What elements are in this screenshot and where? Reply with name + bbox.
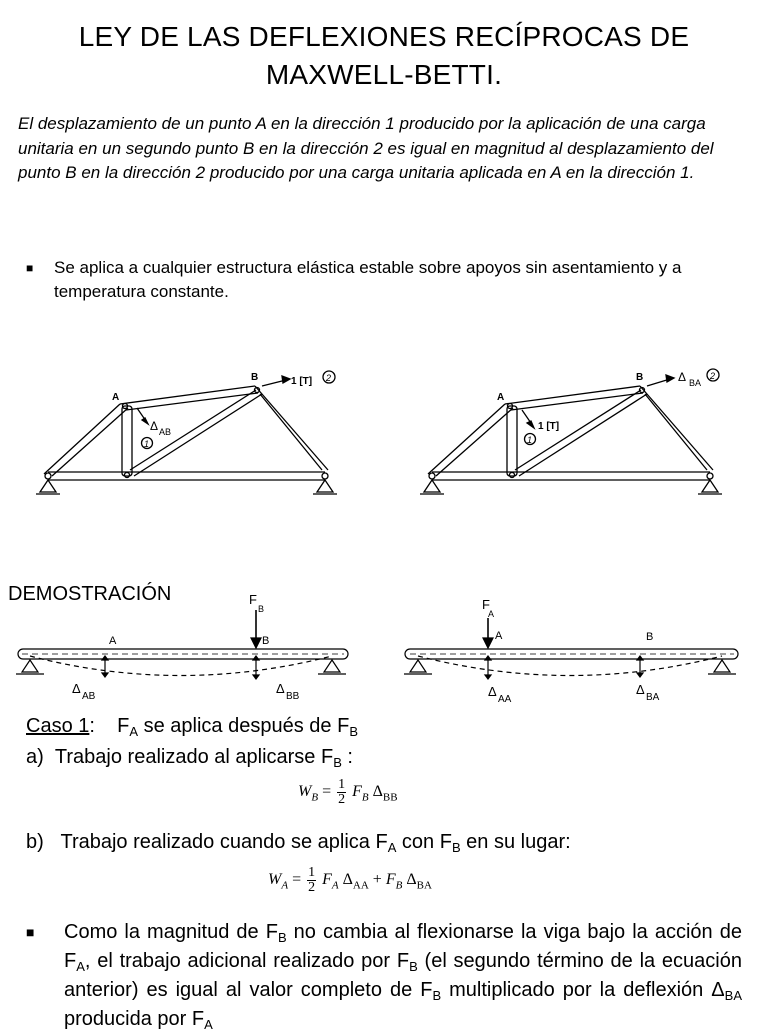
page-title: LEY DE LAS DEFLEXIONES RECÍPROCAS DE MAXWELL-BETTI. (78, 21, 690, 90)
caso-1-colon: : (89, 715, 95, 737)
truss-diagrams (0, 360, 768, 510)
truss-left-dir2: 2 (326, 373, 332, 383)
beam-left-label-b: B (262, 635, 270, 647)
eq2-f1-sub: A (331, 879, 339, 892)
truss-left (36, 371, 337, 494)
item-b-t2: con F (396, 831, 452, 853)
intro-paragraph: El desplazamiento de un punto A en la dirección 1 producido por la aplicación de una carga unitaria en un segundo punto B en la dirección 2 es igual en magnitud al desplazamiento del punto B en la dirección 2 producido por una carga unitaria aplicada en A en la dirección 1. (18, 114, 714, 182)
eq2-lhs-sub: A (281, 879, 289, 892)
bullet-square-icon: ■ (26, 924, 35, 940)
beam-right-d2: Δ (636, 682, 645, 697)
item-a-prefix: a) (26, 746, 44, 768)
eq2-f1: F (322, 871, 332, 889)
truss-right-dir2: 2 (710, 371, 716, 381)
bullet-explanation-text: Como la magnitud de $F_B$ no cambia al flexionarse la viga bajo la acción de $F_A$, el trabajo adicional realizado por $F_B$ (el segundo término de la ecuación anterior) es igual al valor completo de $F_B$ multiplicado por la deflexión $\Delta_{BA}$ producida por $F_A$ (64, 921, 743, 1032)
truss-right-load: 1 [T] (538, 421, 560, 432)
eq1-delta-sub: BB (382, 791, 398, 804)
beam-left-d1-sub: AB (82, 691, 96, 702)
beam-left-force-sub: B (258, 604, 265, 614)
truss-left-load: 1 [T] (291, 376, 313, 387)
eq1-fraction: $\frac{1}{2}$ (338, 777, 346, 807)
caso-1-f: F (117, 715, 130, 737)
beam-right-d2-sub: BA (646, 692, 660, 703)
item-b-t1: Trabajo realizado cuando se aplica F (60, 831, 388, 853)
eq2-delta1-sub: AA (352, 879, 369, 892)
caso-1-heading (26, 713, 358, 739)
beam-right-label-b: B (646, 631, 654, 643)
item-b-prefix: b) (26, 831, 44, 853)
item-b-t3: en su lugar: (460, 831, 571, 853)
beam-right-force-sub: A (488, 609, 495, 619)
beam-left-label-a: A (109, 635, 117, 647)
equation-wa: $W_A$ = $\frac{1}{2}$ $F_A$ $\Delta_{AA} + F_B$ $\Delta_{BA}$ (268, 865, 432, 895)
demo-heading: DEMOSTRACIÓN (8, 583, 172, 605)
eq1-f-sub: B (361, 791, 369, 804)
truss-left-delta-sub: AB (159, 427, 172, 437)
truss-right-label-b: B (636, 372, 644, 383)
bullet-applicability (26, 256, 742, 304)
truss-right-label-a: A (497, 392, 505, 403)
truss-left-label-b: B (251, 372, 259, 383)
item-a-end: : (341, 746, 353, 768)
beam-right-d1-sub: AA (498, 694, 512, 705)
bullet-text: Se aplica a cualquier estructura elástica estable sobre apoyos sin asentamiento y a temperatura constante. (54, 258, 682, 301)
equation-wb: $W_B$ = $\frac{1}{2}$ $F_B$ $\Delta_{BB}$ (298, 777, 398, 807)
eq2-plus: + (372, 871, 382, 889)
beam-left-d2: Δ (276, 681, 285, 696)
eq2-f2: F (385, 871, 396, 889)
item-b (26, 829, 571, 855)
beam-left-force: F (249, 592, 257, 607)
item-b-s2: B (451, 840, 461, 855)
truss-left-delta: Δ (150, 419, 159, 433)
eq2-delta2-sub: BA (416, 879, 432, 892)
item-a (26, 744, 353, 770)
beam-left (16, 610, 348, 679)
caso-1-label: Caso 1 (26, 715, 90, 737)
item-a-text: Trabajo realizado al aplicarse F (54, 746, 334, 768)
eq2-fraction: $\frac{1}{2}$ (308, 865, 316, 895)
beam-left-d2-sub: BB (286, 691, 300, 702)
eq2-lhs: W (268, 871, 282, 889)
caso-1-sub-a: A (129, 724, 139, 739)
truss-right (420, 369, 722, 494)
beam-right-force: F (482, 597, 490, 612)
bullet-explanation (26, 918, 742, 1034)
caso-1-sub-b: B (349, 724, 358, 739)
item-b-s1: A (387, 840, 397, 855)
eq1-f: F (352, 783, 362, 801)
beam-diagrams (0, 590, 768, 715)
beam-right (404, 618, 738, 679)
beam-left-d1: Δ (72, 681, 81, 696)
eq2-delta2: Δ (406, 871, 417, 889)
eq1-lhs-sub: B (311, 791, 319, 804)
bullet-square-icon: ■ (26, 261, 34, 275)
truss-right-dir1: 1 (527, 435, 533, 445)
caso-1-mid: se aplica después de F (138, 715, 350, 737)
truss-left-dir1: 1 (144, 439, 150, 449)
eq1-delta: Δ (372, 783, 383, 801)
beam-right-d1: Δ (488, 684, 497, 699)
item-a-sub: B (333, 755, 342, 770)
truss-right-delta-sub: BA (689, 378, 702, 388)
beam-right-label-a: A (495, 630, 503, 642)
eq2-f2-sub: B (395, 879, 403, 892)
eq2-delta1: Δ (342, 871, 353, 889)
truss-right-delta: Δ (678, 370, 687, 384)
truss-left-label-a: A (112, 392, 120, 403)
eq1-lhs: W (298, 783, 312, 801)
